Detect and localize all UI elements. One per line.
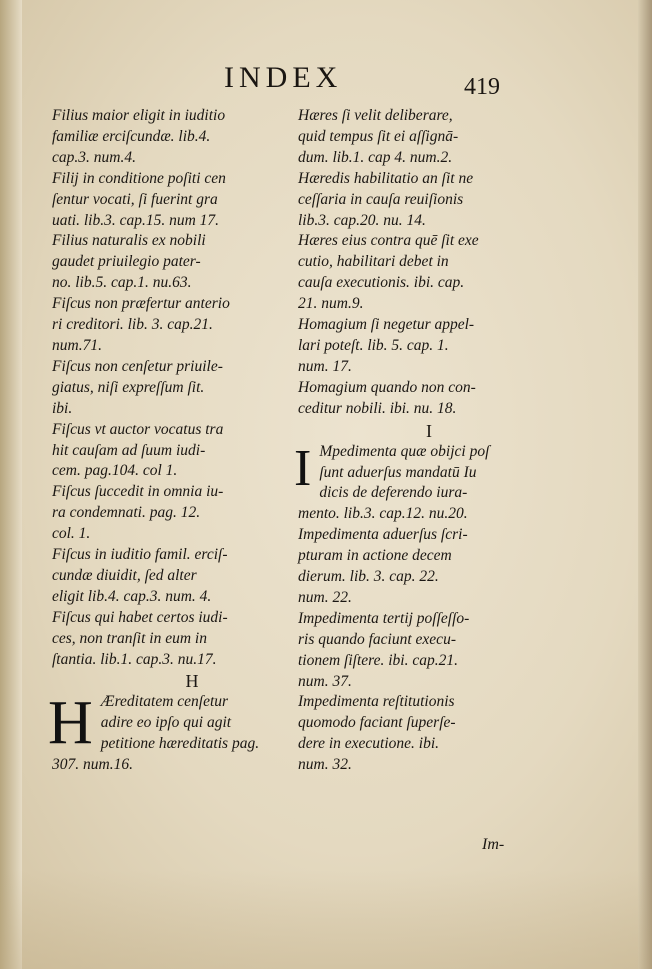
left-entries [52,106,332,670]
entry-line: Fiſcus in iuditio famil. erciſ- [52,546,228,564]
entry-line: hit cauſam ad ſuum iudi- [52,441,206,459]
entry-line: gaudet priuilegio pater- [52,253,201,271]
page-title: INDEX [224,61,343,94]
page-edge [638,0,652,969]
index-entry [52,357,332,420]
index-entry [298,106,560,169]
section-letter-h: H [185,671,199,692]
entry-line: cap.3. num.4. [52,148,136,166]
drop-cap-h: H [48,689,93,758]
entry-line: 21. num.9. [298,295,364,313]
entry-line: dierum. lib. 3. cap. 22. [298,568,439,586]
entry-line: col. 1. [52,525,91,543]
entry-line: Hæres eius contra quē ſit exe [298,232,479,250]
entry-line: Fiſcus qui habet certos iudi- [52,608,228,626]
page-gutter [0,0,22,969]
entry-line: cutio, habilitari debet in [298,253,449,271]
entry-line: quid tempus ſit ei aſſignā- [298,127,459,145]
index-entry [52,169,332,232]
index-entry [52,545,332,608]
entry-line: Homagium quando non con- [298,378,476,396]
entry-line: ris quando faciunt execu- [298,630,456,648]
index-entry [52,420,332,483]
entry-line: eligit lib.4. cap.3. num. 4. [52,587,212,605]
entry-line: Fiſcus vt auctor vocatus tra [52,420,224,438]
entry-line: lib.3. cap.20. nu. 14. [298,211,426,229]
entry-line: num. 37. [298,672,352,690]
entry-line: Mpedimenta quæ obijci poſ [319,442,490,460]
entry-line: ibi. [52,399,73,417]
entry-line: lari poteſt. lib. 5. cap. 1. [298,336,449,354]
entry-line: ſentur vocati, ſi fuerint gra [52,190,218,208]
section-i-first-entry [294,439,560,526]
entry-line: num.71. [52,336,102,354]
entry-line: ſunt aduerſus mandatū Iu [319,463,477,481]
entry-line: ceditur nobili. ibi. nu. 18. [298,399,457,417]
section-h-lines [52,692,332,776]
index-entry [298,231,560,315]
index-entry [52,106,332,169]
entry-line: ſtantia. lib.1. cap.3. nu.17. [52,650,217,668]
entry-line: Fiſcus non præfertur anterio [52,295,230,313]
entry-line: Filius maior eligit in iuditio [52,107,226,124]
index-entry [52,608,332,671]
entry-line: Æreditatem cenſetur [100,693,229,711]
entry-line: quomodo faciant ſuperſe- [298,714,456,732]
index-entry [298,378,560,420]
entry-line: pturam in actione decem [298,547,452,565]
index-entry [298,315,560,378]
entry-line: num. 22. [298,588,352,606]
section-i-first-lines [298,442,560,526]
entry-line: uati. lib.3. cap.15. num 17. [52,211,220,229]
page-stain [0,870,652,969]
catchword: Im- [482,836,505,853]
entry-line: ces, non tranſit in eum in [52,629,207,647]
section-i-entries [298,525,560,776]
entry-line: num. 17. [298,357,352,375]
section-h-entry [48,689,332,776]
entry-line: Filij in conditione poſiti cen [52,169,226,187]
section-letter-i: I [426,420,432,441]
entry-line: familiæ erciſcundæ. lib.4. [52,127,211,145]
index-entry [298,169,560,232]
entry-line: mento. lib.3. cap.12. nu.20. [298,505,468,523]
right-entries [298,106,560,420]
entry-line: cundæ diuidit, ſed alter [52,566,197,584]
entry-line: ceſſaria in cauſa reuiſionis [298,190,464,208]
entry-line: no. lib.5. cap.1. nu.63. [52,274,192,292]
entry-line: dum. lib.1. cap 4. num.2. [298,148,453,166]
entry-line: dere in executione. ibi. [298,735,440,753]
entry-line: Hæres ſi velit deliberare, [298,107,453,124]
entry-line: tionem ſiſtere. ibi. cap.21. [298,651,458,669]
entry-line: cauſa executionis. ibi. cap. [298,274,465,292]
entry-line: petitione hæreditatis pag. [100,735,260,753]
index-entry [52,482,332,545]
page-number: 419 [464,74,500,100]
entry-line: ri creditori. lib. 3. cap.21. [52,316,213,334]
entry-line: ra condemnati. pag. 12. [52,504,201,522]
entry-line: num. 32. [298,756,352,774]
entry-line: Filius naturalis ex nobili [52,232,206,250]
entry-line: cem. pag.104. col 1. [52,462,178,480]
entry-line: 307. num.16. [52,756,133,774]
index-entry [298,525,560,609]
right-column [294,106,560,776]
entry-line: Impedimenta aduerſus ſcri- [298,526,468,544]
drop-cap-i: I [294,439,312,497]
entry-line: Hæredis habilitatio an ſit ne [298,169,474,187]
index-entry [52,294,332,357]
entry-line: Fiſcus ſuccedit in omnia iu- [52,483,224,501]
index-entry [298,609,560,693]
entry-line: dicis de deferendo iura- [319,484,468,502]
index-entry [52,231,332,294]
entry-line: giatus, niſi expreſſum ſit. [52,378,205,396]
entry-line: Homagium ſi negetur appel- [298,316,475,334]
entry-line: adire eo ipſo qui agit [100,714,232,732]
index-entry [298,692,560,776]
left-column [48,106,332,776]
entry-line: Impedimenta tertij poſſeſſo- [298,609,470,627]
entry-line: Impedimenta reſtitutionis [298,693,455,711]
entry-line: Fiſcus non cenſetur priuile- [52,357,223,375]
